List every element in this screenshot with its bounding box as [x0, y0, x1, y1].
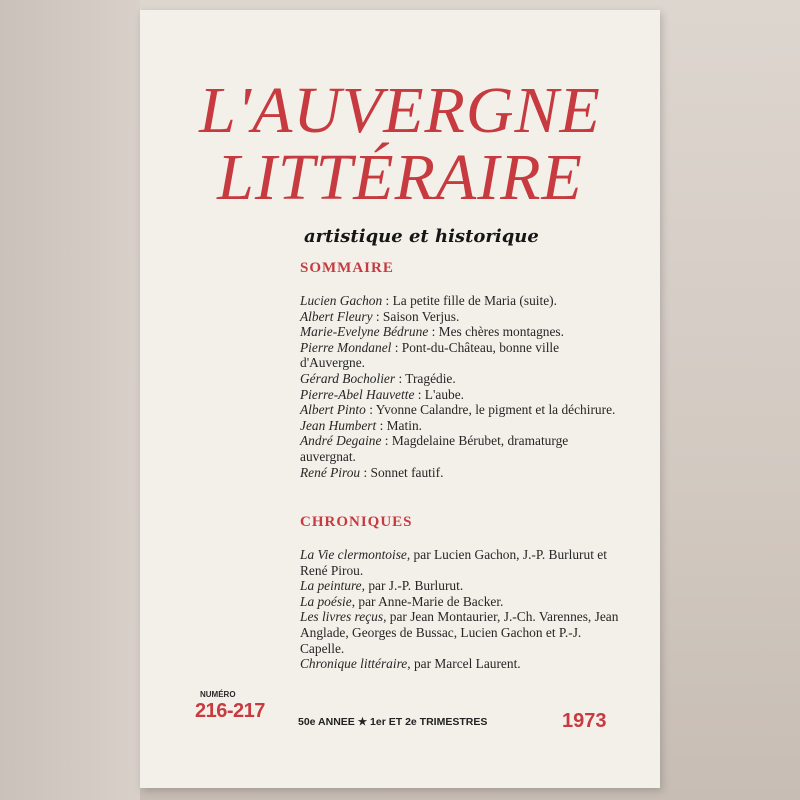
- list-item: [300, 402, 622, 418]
- title-line-2: LITTÉRAIRE: [217, 141, 583, 214]
- entry-author: Les livres reçus: [300, 609, 384, 625]
- list-item: [300, 324, 622, 340]
- issue-number: 216-217: [195, 700, 265, 722]
- entry-text: : Tragédie.: [395, 370, 456, 386]
- entry-text: : Sonnet fautif.: [360, 464, 444, 480]
- entry-text: : Yvonne Calandre, le pigment et la déchirure.: [365, 402, 616, 418]
- entry-author: René Pirou: [300, 464, 361, 480]
- entry-text: : La petite fille de Maria (suite).: [382, 293, 557, 308]
- entry-text: : Matin.: [376, 417, 422, 433]
- list-item: [300, 371, 622, 387]
- entry-author: Gérard Bocholier: [300, 370, 396, 386]
- list-item: [300, 309, 622, 325]
- entry-author: Chronique littéraire: [300, 656, 408, 672]
- list-item: [300, 293, 622, 309]
- entry-author: La peinture: [300, 578, 362, 594]
- list-item: [300, 387, 622, 403]
- list-item: [300, 418, 622, 434]
- entry-author: Albert Pinto: [300, 402, 366, 418]
- entry-author: André Degaine: [300, 433, 382, 449]
- publication-year: 1973: [562, 710, 607, 732]
- chroniques-list: [300, 547, 622, 672]
- entry-author: Jean Humbert: [300, 417, 377, 433]
- list-item: [300, 340, 622, 371]
- entry-text: : Pont-du-Château, bonne ville d'Auvergne.: [300, 339, 560, 371]
- list-item: [300, 547, 622, 578]
- entry-text: , par Lucien Gachon, J.-P. Burlurut et René Pirou.: [300, 547, 607, 578]
- background-surface: [0, 0, 140, 800]
- publication-period: 50e ANNEE ★ 1er ET 2e TRIMESTRES: [298, 716, 488, 728]
- subtitle: artistique et historique: [304, 226, 539, 247]
- entry-author: Pierre Mondanel: [300, 339, 392, 355]
- list-item: [300, 465, 622, 481]
- entry-text: , par Anne-Marie de Backer.: [351, 593, 504, 609]
- entry-text: : Magdelaine Bérubet, dramaturge auvergnat.: [300, 433, 569, 464]
- magazine-cover: [140, 10, 660, 788]
- list-item: [300, 578, 622, 594]
- sommaire-heading: SOMMAIRE: [300, 260, 394, 276]
- entry-author: Lucien Gachon: [300, 293, 383, 308]
- entry-author: La Vie clermontoise: [300, 547, 407, 562]
- entry-text: , par Marcel Laurent.: [407, 656, 521, 672]
- numero-label: NUMÉRO: [200, 690, 236, 699]
- entry-author: La poésie: [300, 593, 352, 609]
- list-item: [300, 594, 622, 610]
- entry-text: : Mes chères montagnes.: [428, 324, 564, 340]
- entry-author: Marie-Evelyne Bédrune: [300, 324, 429, 340]
- entry-text: , par J.-P. Burlurut.: [361, 578, 464, 594]
- entry-text: , par Jean Montaurier, J.-Ch. Varennes, Jean Anglade, Georges de Bussac, Lucien Gachon et P.-J. Capelle.: [300, 609, 619, 656]
- sommaire-list: [300, 293, 622, 480]
- entry-text: : L'aube.: [414, 386, 465, 402]
- chroniques-heading: CHRONIQUES: [300, 514, 413, 530]
- list-item: [300, 656, 622, 672]
- list-item: [300, 609, 622, 656]
- entry-text: : Saison Verjus.: [372, 308, 460, 324]
- entry-author: Pierre-Abel Hauvette: [300, 386, 415, 402]
- list-item: [300, 433, 622, 464]
- entry-author: Albert Fleury: [300, 308, 373, 324]
- title-line-1: L'AUVERGNE: [199, 74, 601, 147]
